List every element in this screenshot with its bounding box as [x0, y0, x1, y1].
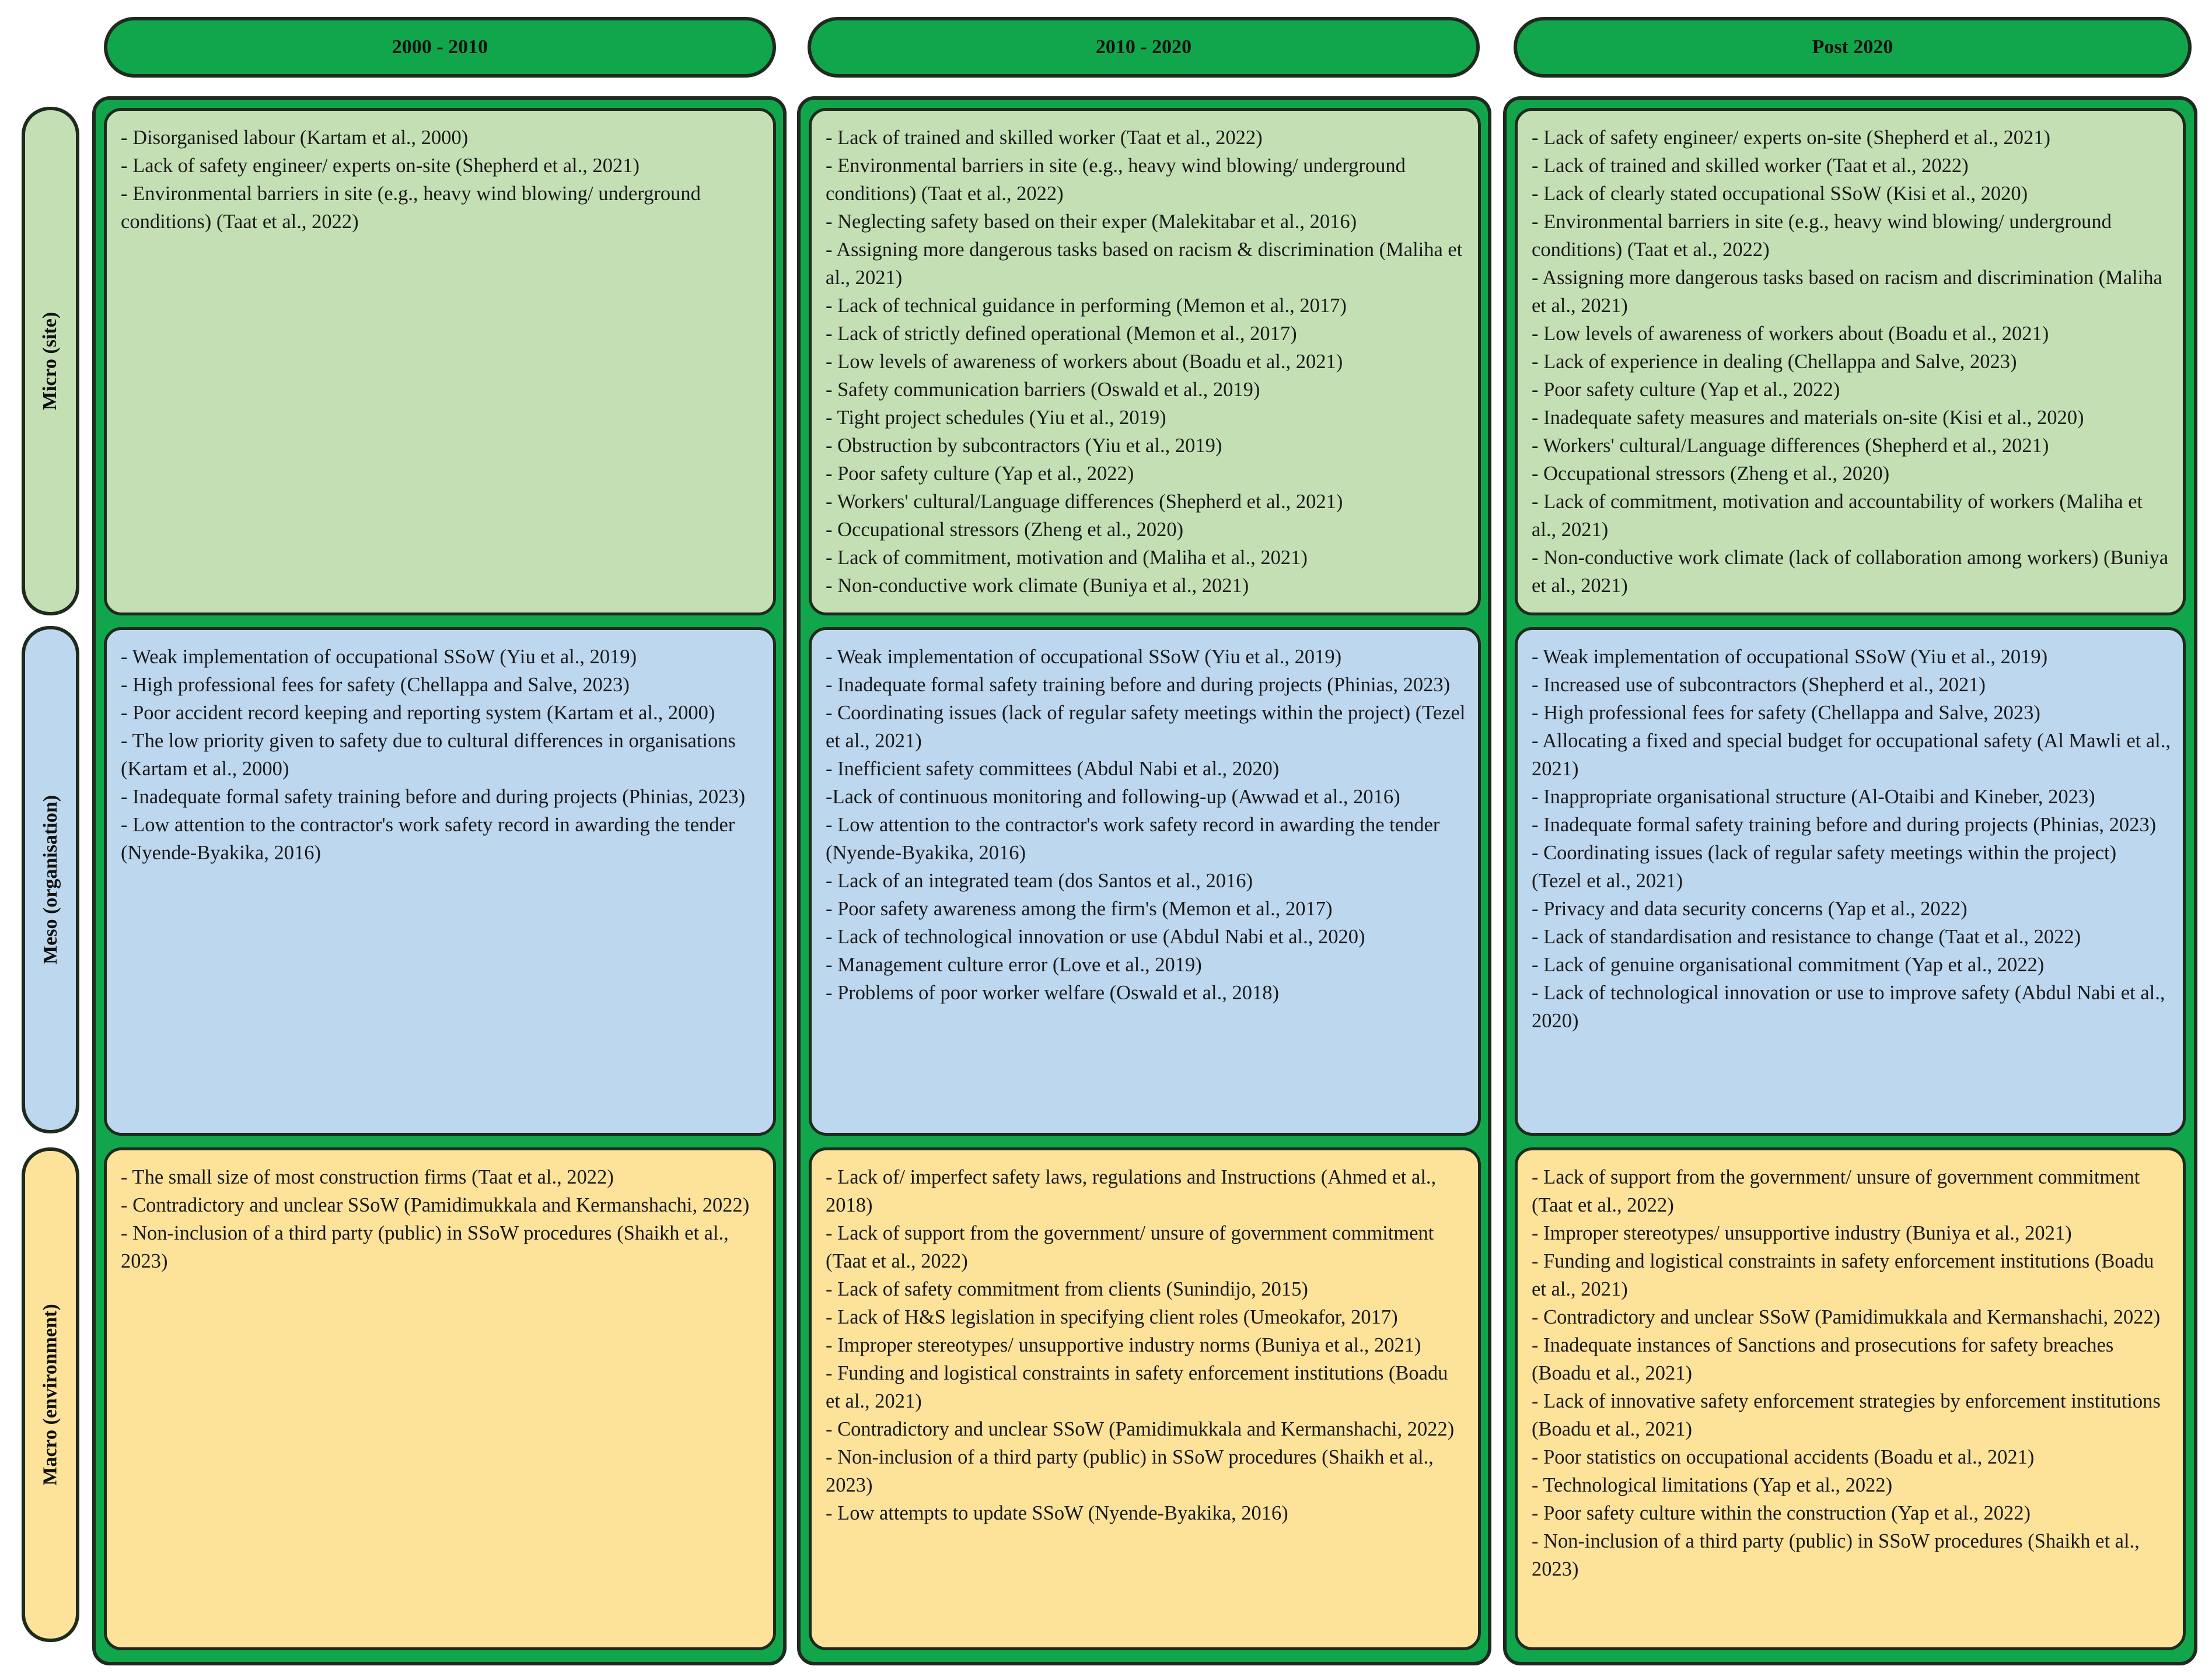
factor-item: - Poor safety awareness among the firm's (Memon et al., 2017) — [826, 898, 1333, 920]
factor-item: - Coordinating issues (lack of regular safety meetings within the project) (Tezel et al., 2021) — [1532, 842, 2117, 892]
factor-item: - Lack of support from the government/ unsure of government commitment (Taat et al., 2022) — [826, 1222, 1434, 1272]
factor-item: - Workers' cultural/Language differences (Shepherd et al., 2021) — [1532, 435, 2049, 457]
factor-item: - Allocating a fixed and special budget for occupational safety (Al Mawli et al., 2021) — [1532, 730, 2171, 780]
factor-item: - Lack of standardisation and resistance to change (Taat et al., 2022) — [1532, 926, 2081, 948]
factor-item: - Neglecting safety based on their exper (Malekitabar et al., 2016) — [826, 211, 1357, 233]
factor-item: - Technological limitations (Yap et al., 2022) — [1532, 1474, 1893, 1496]
factor-item: - Lack of technological innovation or use (Abdul Nabi et al., 2020) — [826, 926, 1365, 948]
factor-item: - Inadequate instances of Sanctions and prosecutions for safety breaches (Boadu et al., 2021) — [1532, 1334, 2114, 1384]
factor-item: - Improper stereotypes/ unsupportive industry (Buniya et al., 2021) — [1532, 1222, 2072, 1244]
factor-item: - Workers' cultural/Language differences (Shepherd et al., 2021) — [826, 491, 1343, 513]
cell-macro-post-2020 — [1515, 1147, 2186, 1650]
cell-meso-2000-2010 — [104, 627, 776, 1136]
factor-item: - Problems of poor worker welfare (Oswald et al., 2018) — [826, 982, 1279, 1004]
cell-micro-2000-2010 — [104, 108, 776, 615]
factor-item: - Funding and logistical constraints in safety enforcement institutions (Boadu et al., 2021) — [826, 1362, 1448, 1412]
factor-item: - Lack of technical guidance in performing (Memon et al., 2017) — [826, 295, 1347, 317]
factor-item: - Non-inclusion of a third party (public) in SSoW procedures (Shaikh et al., 2023) — [121, 1222, 729, 1272]
factor-item: - Poor safety culture (Yap et al., 2022) — [1532, 379, 1840, 401]
factor-item: - Disorganised labour (Kartam et al., 2000) — [121, 127, 469, 149]
factor-item: - Environmental barriers in site (e.g., heavy wind blowing/ underground conditions) (Taat et al., 2022) — [826, 155, 1406, 205]
factor-item: - Assigning more dangerous tasks based on racism & discrimination (Maliha et al., 2021) — [826, 239, 1463, 289]
factor-item: - High professional fees for safety (Chellappa and Salve, 2023) — [1532, 702, 2040, 724]
factor-item: - Non-inclusion of a third party (public) in SSoW procedures (Shaikh et al., 2023) — [826, 1446, 1434, 1496]
factor-item: - Poor safety culture (Yap et al., 2022) — [826, 463, 1134, 485]
factor-item: - Low attention to the contractor's work safety record in awarding the tender (Nyende-Byakika, 2016) — [121, 814, 735, 864]
period-header-2010-2020: 2010 - 2020 — [808, 17, 1480, 78]
cell-meso-2010-2020 — [809, 627, 1481, 1136]
factor-item: - Lack of safety commitment from clients (Sunindijo, 2015) — [826, 1278, 1308, 1300]
factor-item: - Lack of innovative safety enforcement strategies by enforcement institutions (Boadu et al., 2021) — [1532, 1390, 2161, 1440]
factor-item: - Increased use of subcontractors (Shepherd et al., 2021) — [1532, 674, 1986, 696]
factor-item: - Lack of safety engineer/ experts on-site (Shepherd et al., 2021) — [121, 155, 640, 177]
factor-item: - Lack of clearly stated occupational SSoW (Kisi et al., 2020) — [1532, 183, 2028, 205]
factor-item: - Non-conductive work climate (lack of collaboration among workers) (Buniya et al., 2021) — [1532, 547, 2169, 597]
factor-item: - Lack of trained and skilled worker (Taat et al., 2022) — [1532, 155, 1969, 177]
cell-meso-post-2020 — [1515, 627, 2186, 1136]
factor-item: - Inappropriate organisational structure (Al-Otaibi and Kineber, 2023) — [1532, 786, 2095, 808]
factor-item: - Coordinating issues (lack of regular safety meetings within the project) (Tezel et al., 2021) — [826, 702, 1466, 752]
factor-item: - The low priority given to safety due to cultural differences in organisations (Kartam et al., 2000) — [121, 730, 736, 780]
factor-item: - Environmental barriers in site (e.g., heavy wind blowing/ underground conditions) (Taat et al., 2022) — [1532, 211, 2112, 261]
factor-item: - Low levels of awareness of workers about (Boadu et al., 2021) — [826, 351, 1343, 373]
factor-item: - Lack of technological innovation or use to improve safety (Abdul Nabi et al., 2020) — [1532, 982, 2165, 1032]
factor-item: -Lack of continuous monitoring and following-up (Awwad et al., 2016) — [826, 786, 1400, 808]
period-header-post-2020: Post 2020 — [1514, 17, 2192, 78]
factor-item: - Lack of strictly defined operational (Memon et al., 2017) — [826, 323, 1297, 345]
factor-item: - Funding and logistical constraints in safety enforcement institutions (Boadu et al., 2021) — [1532, 1250, 2154, 1300]
factor-item: - Lack of experience in dealing (Chellappa and Salve, 2023) — [1532, 351, 2017, 373]
factor-item: - Inadequate safety measures and materials on-site (Kisi et al., 2020) — [1532, 407, 2084, 429]
factor-item: - Contradictory and unclear SSoW (Pamidimukkala and Kermanshachi, 2022) — [1532, 1306, 2161, 1328]
cell-micro-2010-2020 — [809, 108, 1481, 615]
factor-item: - Inadequate formal safety training before and during projects (Phinias, 2023) — [826, 674, 1451, 696]
factor-item: - Poor accident record keeping and reporting system (Kartam et al., 2000) — [121, 702, 715, 724]
factor-item: - Non-inclusion of a third party (public) in SSoW procedures (Shaikh et al., 2023) — [1532, 1530, 2140, 1580]
factor-item: - Contradictory and unclear SSoW (Pamidimukkala and Kermanshachi, 2022) — [826, 1418, 1455, 1440]
factor-item: - Occupational stressors (Zheng et al., 2020) — [826, 519, 1184, 541]
period-header-2000-2010: 2000 - 2010 — [104, 17, 776, 78]
factor-item: - Lack of H&S legislation in specifying client roles (Umeokafor, 2017) — [826, 1306, 1398, 1328]
factor-item: - Poor statistics on occupational accidents (Boadu et al., 2021) — [1532, 1446, 2035, 1468]
factor-item: - Low attempts to update SSoW (Nyende-Byakika, 2016) — [826, 1502, 1288, 1524]
factor-item: - Weak implementation of occupational SSoW (Yiu et al., 2019) — [121, 646, 637, 668]
factor-item: - Poor safety culture within the construction (Yap et al., 2022) — [1532, 1502, 2031, 1524]
factor-item: - Lack of safety engineer/ experts on-site (Shepherd et al., 2021) — [1532, 127, 2050, 149]
cell-macro-2010-2020 — [809, 1147, 1481, 1650]
factor-item: - Contradictory and unclear SSoW (Pamidimukkala and Kermanshachi, 2022) — [121, 1194, 750, 1216]
factor-item: - Occupational stressors (Zheng et al., 2020) — [1532, 463, 1890, 485]
factor-item: - Lack of trained and skilled worker (Taat et al., 2022) — [826, 127, 1263, 149]
factor-item: - Improper stereotypes/ unsupportive industry norms (Buniya et al., 2021) — [826, 1334, 1421, 1356]
factor-item: - Safety communication barriers (Oswald et al., 2019) — [826, 379, 1260, 401]
factor-item: - Weak implementation of occupational SSoW (Yiu et al., 2019) — [1532, 646, 2048, 668]
factor-item: - Lack of an integrated team (dos Santos et al., 2016) — [826, 870, 1253, 892]
factor-item: - Lack of support from the government/ unsure of government commitment (Taat et al., 2022) — [1532, 1166, 2140, 1216]
factor-item: - The small size of most construction firms (Taat et al., 2022) — [121, 1166, 614, 1188]
factor-item: - Environmental barriers in site (e.g., heavy wind blowing/ underground conditions) (Taat et al., 2022) — [121, 183, 701, 233]
factor-item: - Inadequate formal safety training before and during projects (Phinias, 2023) — [121, 786, 746, 808]
factor-item: - Non-conductive work climate (Buniya et al., 2021) — [826, 575, 1249, 597]
factor-item: - Tight project schedules (Yiu et al., 2019) — [826, 407, 1166, 429]
factor-item: - Low levels of awareness of workers about (Boadu et al., 2021) — [1532, 323, 2049, 345]
factor-item: - Obstruction by subcontractors (Yiu et al., 2019) — [826, 435, 1222, 457]
level-label-macro: Macro (environment) — [22, 1147, 79, 1642]
factor-item: - Inefficient safety committees (Abdul Nabi et al., 2020) — [826, 758, 1280, 780]
factor-item: - High professional fees for safety (Chellappa and Salve, 2023) — [121, 674, 630, 696]
factor-item: - Lack of/ imperfect safety laws, regulations and Instructions (Ahmed et al., 2018) — [826, 1166, 1437, 1216]
factor-item: - Assigning more dangerous tasks based on racism and discrimination (Maliha et al., 2021) — [1532, 267, 2162, 317]
factor-item: - Weak implementation of occupational SSoW (Yiu et al., 2019) — [826, 646, 1342, 668]
cell-micro-post-2020 — [1515, 108, 2186, 615]
level-label-micro: Micro (site) — [22, 107, 79, 615]
level-label-meso: Meso (organisation) — [22, 626, 79, 1133]
factor-item: - Management culture error (Love et al., 2019) — [826, 954, 1202, 976]
factor-item: - Privacy and data security concerns (Yap et al., 2022) — [1532, 898, 1968, 920]
factor-item: - Lack of commitment, motivation and (Maliha et al., 2021) — [826, 547, 1308, 569]
cell-macro-2000-2010 — [104, 1147, 776, 1650]
factor-item: - Inadequate formal safety training before and during projects (Phinias, 2023) — [1532, 814, 2157, 836]
factor-item: - Lack of genuine organisational commitment (Yap et al., 2022) — [1532, 954, 2045, 976]
factor-item: - Lack of commitment, motivation and accountability of workers (Maliha et al., 2021) — [1532, 491, 2143, 541]
factor-item: - Low attention to the contractor's work safety record in awarding the tender (Nyende-Byakika, 2016) — [826, 814, 1440, 864]
